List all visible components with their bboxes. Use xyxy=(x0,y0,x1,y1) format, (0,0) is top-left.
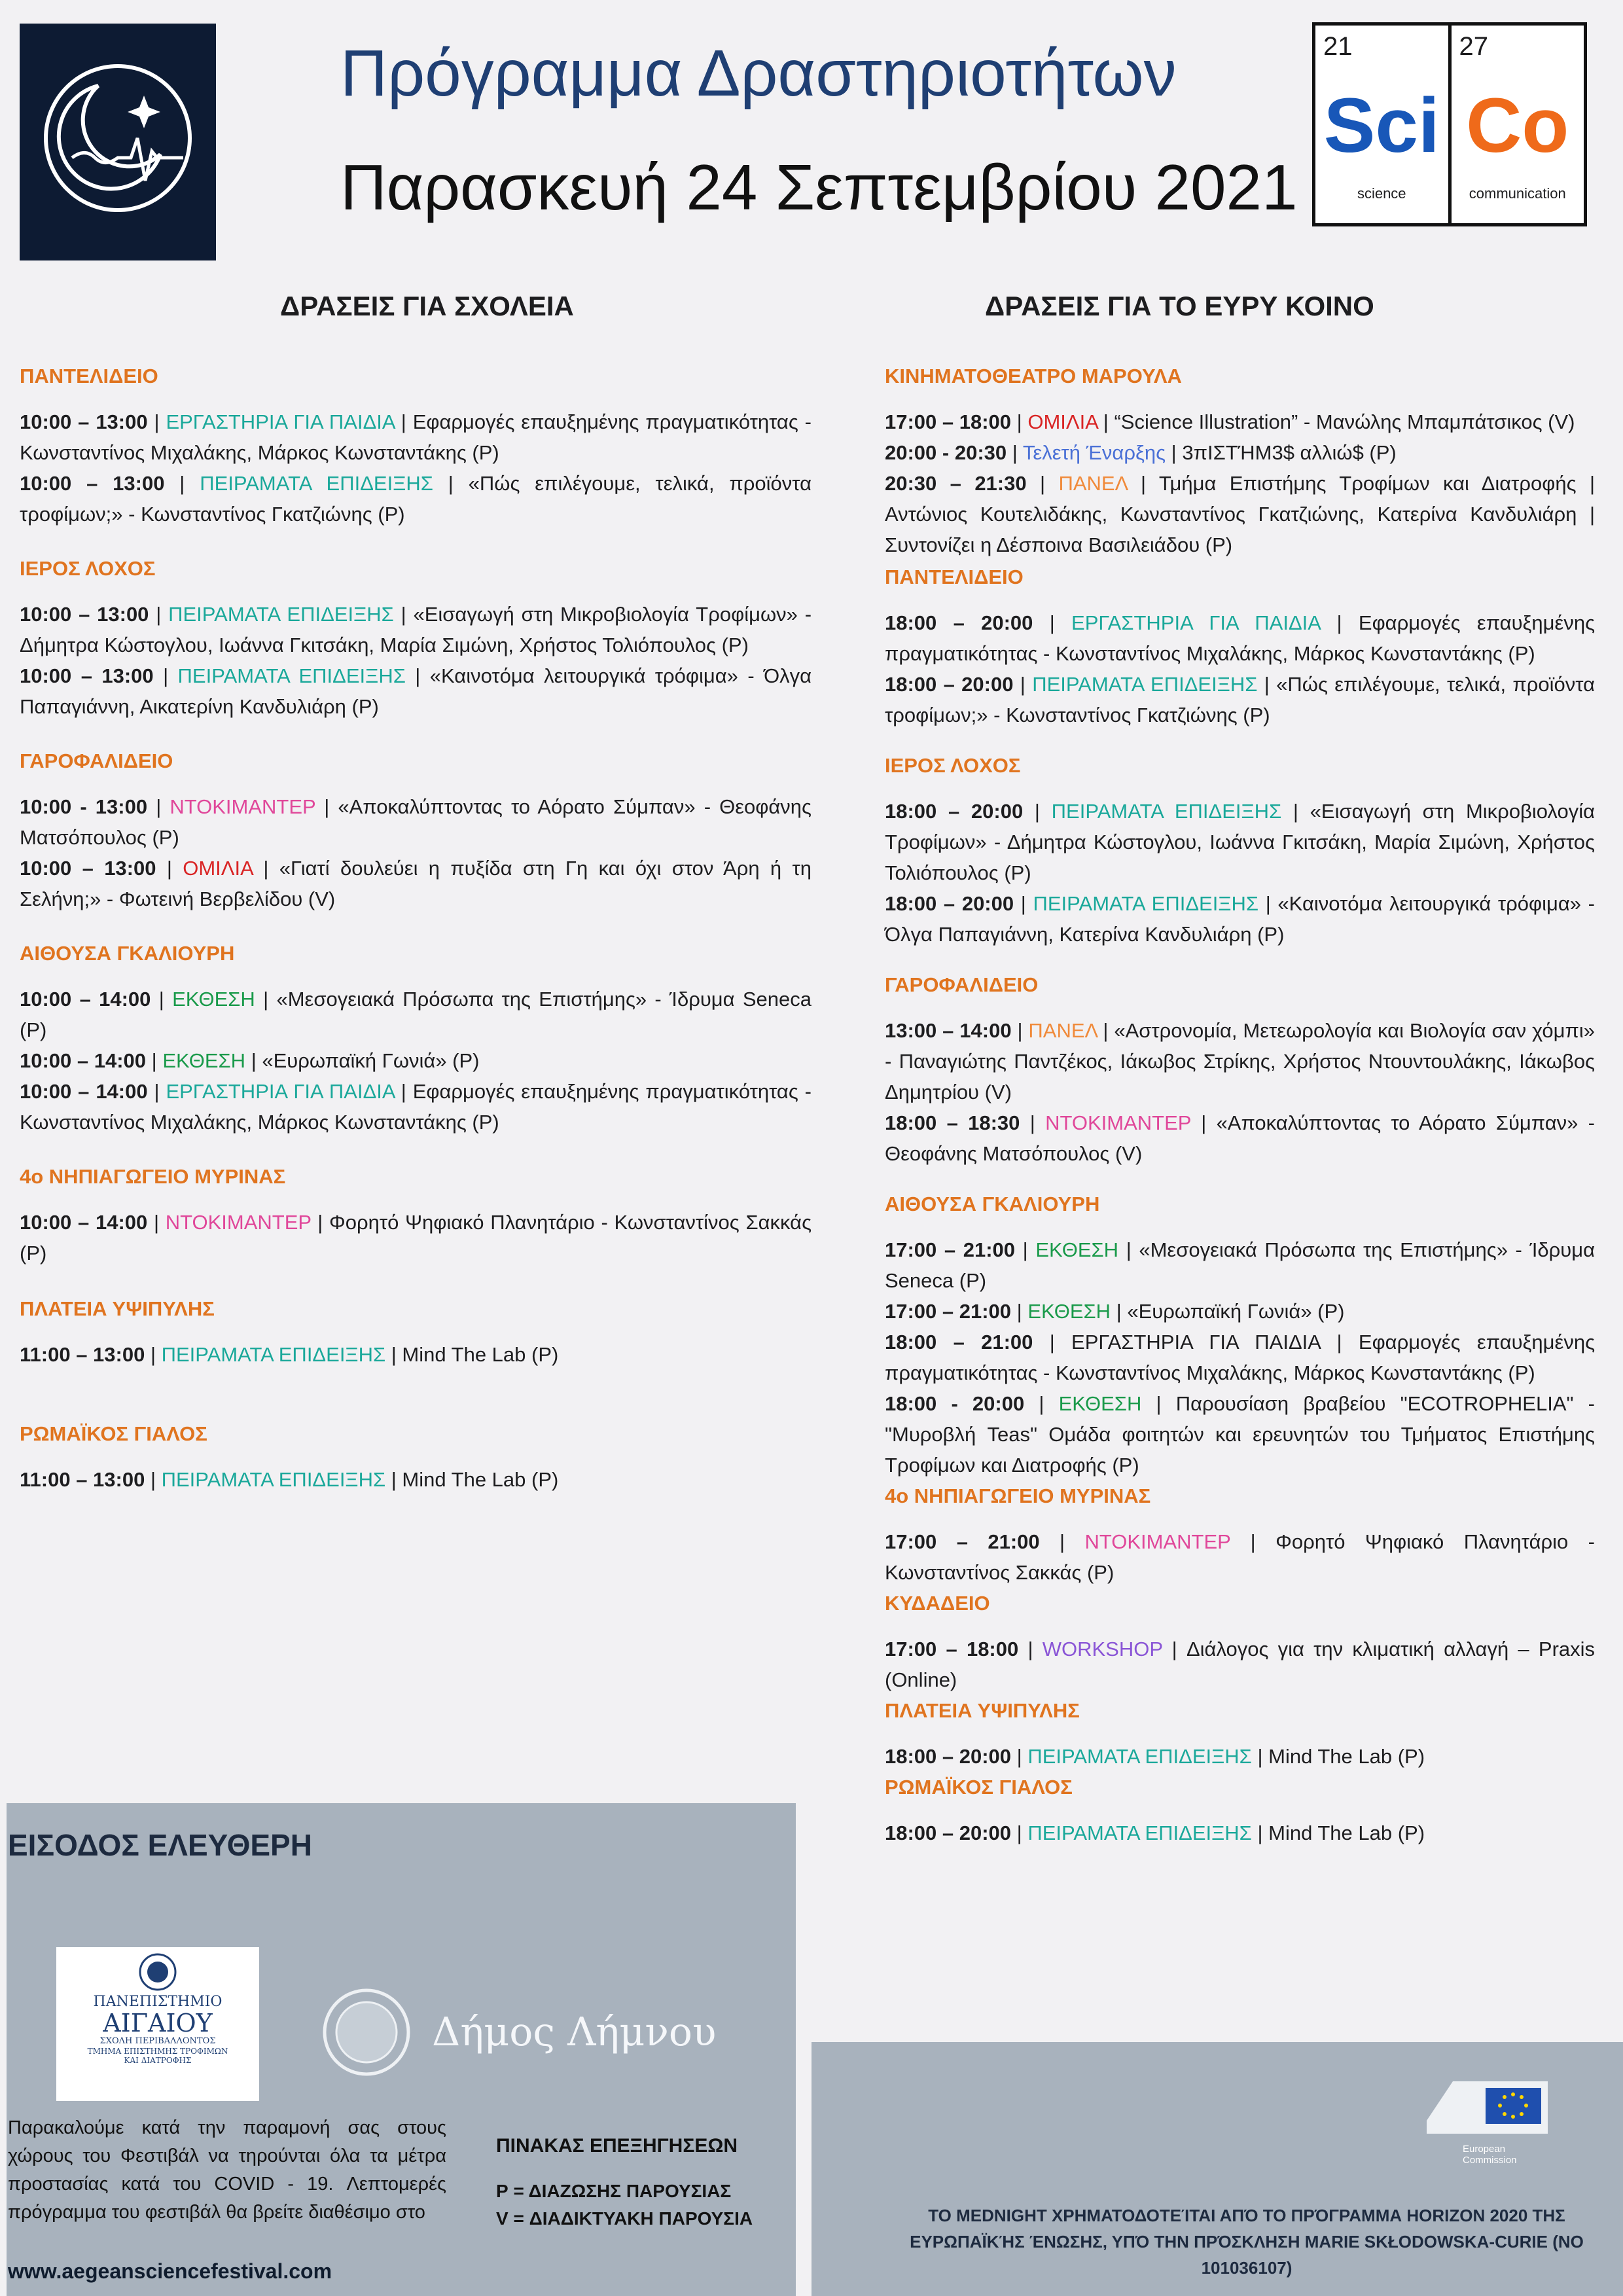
page-subtitle: Παρασκευή 24 Σεπτεμβρίου 2021 xyxy=(340,151,1298,223)
entry-description: «Πώς επιλέγουμε, τελικά, προϊόντα τροφίμων;» - Κωνσταντίνος Γκατζιώνης (Ρ) xyxy=(20,472,812,526)
element-label: communication xyxy=(1469,185,1566,202)
entry-time: 17:00 – 21:00 xyxy=(885,1300,1012,1323)
entry-description: Τμήμα Επιστήμης Τροφίμων και Διατροφής | Αντώνιος Κουτελιδάκης, Κωνσταντίνος Γκατζιώνης, Κατερίνα Κανδυλιάρη | Συντονίζει η Δέσποινα Βασιλειάδου (Ρ) xyxy=(885,472,1595,556)
scico-cell-co xyxy=(1452,26,1584,223)
venue-name: ΡΩΜΑΪΚΟΣ ΓΙΑΛΟΣ xyxy=(20,1422,207,1445)
venue-name: ΚΙΝΗΜΑΤΟΘΕΑΤΡΟ ΜΑΡΟΥΛΑ xyxy=(885,365,1182,387)
schedule-entry: 18:00 – 20:00 | ΠΕΙΡΑΜΑΤΑ ΕΠΙΔΕΙΞΗΣ | Mind The Lab (Ρ) xyxy=(885,1745,1425,1768)
schedule-entry: 17:00 – 21:00 | ΕΚΘΕΣΗ | «Ευρωπαϊκή Γωνιά» (Ρ) xyxy=(885,1300,1345,1323)
venue-block xyxy=(20,363,812,529)
entry-time: 10:00 – 14:00 xyxy=(20,988,151,1011)
entry-time: 18:00 – 18:30 xyxy=(885,1111,1020,1134)
entry-time: 10:00 – 14:00 xyxy=(20,1049,147,1072)
venue-name: ΓΑΡΟΦΑΛΙΔΕΙΟ xyxy=(20,749,173,772)
entry-description: Mind The Lab (Ρ) xyxy=(402,1343,559,1366)
entry-time: 13:00 – 14:00 xyxy=(885,1019,1012,1042)
entry-description: «Πώς επιλέγουμε, τελικά, προϊόντα τροφίμων;» - Κωνσταντίνος Γκατζιώνης (Ρ) xyxy=(885,673,1596,726)
venue-block xyxy=(885,564,1595,730)
logo-line: ΑΙΓΑΙΟΥ xyxy=(103,2009,213,2037)
entry-type: ΠΕΙΡΑΜΑΤΑ ΕΠΙΔΕΙΞΗΣ xyxy=(1051,800,1282,823)
entry-description: «Γιατί δουλεύει η πυξίδα στη Γη και όχι στον Άρη ή τη Σελήνη;» - Φωτεινή Βερβελίδου (V) xyxy=(20,857,812,910)
entry-description: Mind The Lab (Ρ) xyxy=(1268,1745,1425,1768)
venue-name: ΚΥΔΑΔΕΙΟ xyxy=(885,1592,990,1615)
venue-block xyxy=(885,1191,1595,1480)
schedule-entry: 11:00 – 13:00 | ΠΕΙΡΑΜΑΤΑ ΕΠΙΔΕΙΞΗΣ | Mind The Lab (Ρ) xyxy=(20,1343,559,1366)
entry-type: Τελετή Έναρξης xyxy=(1022,441,1166,464)
entry-description: Εφαρμογές επαυξημένης πραγματικότητας - Κωνσταντίνος Μιχαλάκης, Μάρκος Κωνσταντάκης (Ρ) xyxy=(885,611,1596,665)
schedule-entry: 20:00 - 20:30 | Τελετή Έναρξης | 3πΙΣΤΉΜ3$ αλλιώ$ (Ρ) xyxy=(885,441,1397,464)
entry-description: Εφαρμογές επαυξημένης πραγματικότητας - Κωνσταντίνος Μιχαλάκης, Μάρκος Κωνσταντάκης (Ρ) xyxy=(20,410,812,464)
venue-name: ΑΙΘΟΥΣΑ ΓΚΑΛΙΟΥΡΗ xyxy=(885,1193,1100,1215)
public-heading: ΔΡΑΣΕΙΣ ΓΙΑ ΤΟ ΕΥΡΥ ΚΟΙΝΟ xyxy=(985,291,1374,321)
entry-time: 10:00 – 14:00 xyxy=(20,1211,148,1234)
venue-block xyxy=(20,1296,812,1370)
schedule-entry: 17:00 – 21:00 | ΕΚΘΕΣΗ | «Μεσογειακά Πρόσωπα της Επιστήμης» - Ίδρυμα Seneca (Ρ) xyxy=(885,1238,1596,1292)
entry-time: 18:00 – 20:00 xyxy=(885,611,1033,634)
schedule-entry: 10:00 – 13:00 | ΠΕΙΡΑΜΑΤΑ ΕΠΙΔΕΙΞΗΣ | «Καινοτόμα λειτουργικά τρόφιμα» - Όλγα Παπαγιάννη, Αικατερίνη Κανδυλιάρη (Ρ) xyxy=(20,664,812,718)
venue-block xyxy=(885,363,1595,560)
entry-time: 10:00 - 13:00 xyxy=(20,795,148,818)
schedule-entry: 18:00 – 20:00 | ΕΡΓΑΣΤΗΡΙΑ ΓΙΑ ΠΑΙΔΙΑ | Εφαρμογές επαυξημένης πραγματικότητας - Κωνσταντίνος Μιχαλάκης, Μάρκος Κωνσταντάκης (Ρ) xyxy=(885,611,1596,665)
entry-description: Φορητό Ψηφιακό Πλανητάριο - Κωνσταντίνος Σακκάς (Ρ) xyxy=(20,1211,812,1265)
entry-type: ΝΤΟΚΙΜΑΝΤΕΡ xyxy=(1045,1111,1191,1134)
entry-description: Mind The Lab (Ρ) xyxy=(1268,1821,1425,1844)
schedule-entry: 18:00 – 18:30 | ΝΤΟΚΙΜΑΝΤΕΡ | «Αποκαλύπτοντας το Αόρατο Σύμπαν» - Θεοφάνης Ματσόπουλος (V) xyxy=(885,1111,1596,1165)
limnos-text: Δήμος Λήμνου xyxy=(432,2009,717,2055)
venue-block xyxy=(885,1774,1595,1848)
entry-description: «Αστρονομία, Μετεωρολογία και Βιολογία σαν χόμπι» - Παναγιώτης Παντζέκος, Ιάκωβος Στρίκης, Χρήστος Ντουντουλάκης, Ιάκωβος Δημητρίου (V) xyxy=(885,1019,1596,1103)
schedule-entry: 11:00 – 13:00 | ΠΕΙΡΑΜΑΤΑ ΕΠΙΔΕΙΞΗΣ | Mind The Lab (Ρ) xyxy=(20,1468,559,1491)
schedule-entry: 10:00 – 14:00 | ΕΚΘΕΣΗ | «Ευρωπαϊκή Γωνιά» (Ρ) xyxy=(20,1049,480,1072)
venue-name: 4ο ΝΗΠΙΑΓΩΓΕΙΟ ΜΥΡΙΝΑΣ xyxy=(885,1484,1151,1507)
entry-description: «Εισαγωγή στη Μικροβιολογία Τροφίμων» - Δήμητρα Κώστογλου, Ιωάννα Γκιτσάκη, Μαρία Σιμώνη, Χρήστος Τολιόπουλος (Ρ) xyxy=(885,800,1596,884)
entry-description: «Εισαγωγή στη Μικροβιολογία Τροφίμων» - Δήμητρα Κώστογλου, Ιωάννα Γκιτσάκη, Μαρία Σιμώνη, Χρήστος Τολιόπουλος (Ρ) xyxy=(20,603,812,656)
schedule-entry: 18:00 - 20:00 | ΕΚΘΕΣΗ | Παρουσίαση βραβείου "ECOTROPHELIA" - "Μυροβλή Teas" Ομάδα φοιτητών και ερευνητών του Τμήματος Επιστήμης Τροφίμων και Διατροφής (Ρ) xyxy=(885,1392,1595,1477)
schedule-entry: 18:00 – 20:00 | ΠΕΙΡΑΜΑΤΑ ΕΠΙΔΕΙΞΗΣ | «Πώς επιλέγουμε, τελικά, προϊόντα τροφίμων;» - Κωνσταντίνος Γκατζιώνης (Ρ) xyxy=(885,673,1596,726)
entry-description: 3πΙΣΤΉΜ3$ αλλιώ$ (Ρ) xyxy=(1182,441,1397,464)
entry-time: 17:00 – 18:00 xyxy=(885,410,1012,433)
entry-description: Διάλογος για την κλιματική αλλαγή – Praxis (Online) xyxy=(885,1638,1596,1691)
entry-type: ΟΜΙΛΙΑ xyxy=(183,857,253,880)
entry-description: «Καινοτόμα λειτουργικά τρόφιμα» - Όλγα Παπαγιάννη, Αικατερίνη Κανδυλιάρη (Ρ) xyxy=(20,664,812,718)
schedule-entry: 18:00 – 21:00 | ΕΡΓΑΣΤΗΡΙΑ ΓΙΑ ΠΑΙΔΙΑ | Εφαρμογές επαυξημένης πραγματικότητας - Κωνσταντίνος Μιχαλάκης, Μάρκος Κωνσταντάκης (Ρ) xyxy=(885,1331,1596,1384)
schedule-entry: 10:00 - 13:00 | ΝΤΟΚΙΜΑΝΤΕΡ | «Αποκαλύπτοντας το Αόρατο Σύμπαν» - Θεοφάνης Ματσόπουλος (Ρ) xyxy=(20,795,812,849)
entry-type: ΝΤΟΚΙΜΑΝΤΕΡ xyxy=(165,1211,312,1234)
entry-type: ΕΚΘΕΣΗ xyxy=(172,988,255,1011)
venue-block xyxy=(20,748,812,914)
european-commission-logo xyxy=(1423,2075,1551,2166)
venue-block xyxy=(885,1590,1595,1695)
entry-time: 17:00 – 21:00 xyxy=(885,1530,1040,1553)
university-aegean-logo xyxy=(56,1947,259,2101)
entry-description: «Μεσογειακά Πρόσωπα της Επιστήμης» - Ίδρυμα Seneca (Ρ) xyxy=(885,1238,1596,1292)
schedule-entry: 10:00 – 13:00 | ΠΕΙΡΑΜΑΤΑ ΕΠΙΔΕΙΞΗΣ | «Πώς επιλέγουμε, τελικά, προϊόντα τροφίμων;» - Κωνσταντίνος Γκατζιώνης (Ρ) xyxy=(20,472,812,526)
eu-logo-line: Commission xyxy=(1463,2155,1517,2166)
schedule-entry: 18:00 – 20:00 | ΠΕΙΡΑΜΑΤΑ ΕΠΙΔΕΙΞΗΣ | «Καινοτόμα λειτουργικά τρόφιμα» - Όλγα Παπαγιάννη, Κατερίνα Κανδυλιάρη (Ρ) xyxy=(885,892,1596,946)
legend-in-person: Ρ = ΔΙΑΖΩΣΗΣ ΠΑΡΟΥΣΙΑΣ xyxy=(496,2181,732,2201)
schedule-entry: 10:00 – 14:00 | ΕΚΘΕΣΗ | «Μεσογειακά Πρόσωπα της Επιστήμης» - Ίδρυμα Seneca (Ρ) xyxy=(20,988,812,1041)
logo-line: ΠΑΝΕΠΙΣΤΗΜΙΟ xyxy=(93,1994,223,2010)
entry-type: ΕΚΘΕΣΗ xyxy=(1027,1300,1111,1323)
eu-flag-icon xyxy=(1423,2075,1551,2140)
entry-type: ΠΕΙΡΑΜΑΤΑ ΕΠΙΔΕΙΞΗΣ xyxy=(161,1343,386,1366)
moon-star-icon xyxy=(20,24,216,260)
entry-description: Παρουσίαση βραβείου "ECOTROPHELIA" - "Μυροβλή Teas" Ομάδα φοιτητών και ερευνητών του Τμήματος Επιστήμης Τροφίμων και Διατροφής (Ρ) xyxy=(885,1392,1595,1477)
eu-logo-line: European xyxy=(1463,2144,1506,2155)
entry-time: 20:30 – 21:30 xyxy=(885,472,1027,495)
schedule-entry: 13:00 – 14:00 | ΠΑΝΕΛ | «Αστρονομία, Μετεωρολογία και Βιολογία σαν χόμπι» - Παναγιώτης Παντζέκος, Ιάκωβος Στρίκης, Χρήστος Ντουντουλάκης, Ιάκωβος Δημητρίου (V) xyxy=(885,1019,1596,1103)
schedule-entry: 18:00 – 20:00 | ΠΕΙΡΑΜΑΤΑ ΕΠΙΔΕΙΞΗΣ | «Εισαγωγή στη Μικροβιολογία Τροφίμων» - Δήμητρα Κώστογλου, Ιωάννα Γκιτσάκη, Μαρία Σιμώνη, Χρήστος Τολιόπουλος (Ρ) xyxy=(885,800,1596,884)
free-entry-label: ΕΙΣΟΔΟΣ ΕΛΕΥΘΕΡΗ xyxy=(8,1828,312,1862)
entry-time: 20:00 - 20:30 xyxy=(885,441,1007,464)
venue-name: ΙΕΡΟΣ ΛΟΧΟΣ xyxy=(20,557,156,580)
entry-description: «Ευρωπαϊκή Γωνιά» (Ρ) xyxy=(262,1049,480,1072)
logo-line: ΣΧΟΛΗ ΠΕΡΙΒΑΛΛΟΝΤΟΣ xyxy=(99,2036,216,2046)
covid-notice: Παρακαλούμε κατά την παραμονή σας στους χώρους του Φεστιβάλ να τηρούνται όλα τα μέτρα προστασίας κατά του COVID - 19. Λεπτομερές πρόγραμμα του φεστιβάλ θα βρείτε διαθέσιμο στο xyxy=(8,2117,446,2223)
entry-description: “Science Illustration” - Μανώλης Μπαμπάτσικος (V) xyxy=(1114,410,1575,433)
entry-time: 10:00 – 14:00 xyxy=(20,1080,148,1103)
venue-block xyxy=(885,753,1595,950)
schedule-entry: 17:00 – 21:00 | ΝΤΟΚΙΜΑΝΤΕΡ | Φορητό Ψηφιακό Πλανητάριο - Κωνσταντίνος Σακκάς (Ρ) xyxy=(885,1530,1595,1584)
venue-name: ΡΩΜΑΪΚΟΣ ΓΙΑΛΟΣ xyxy=(885,1776,1073,1799)
entry-time: 18:00 – 20:00 xyxy=(885,1821,1012,1844)
entry-type: ΠΕΙΡΑΜΑΤΑ ΕΠΙΔΕΙΞΗΣ xyxy=(1027,1821,1252,1844)
entry-time: 18:00 – 20:00 xyxy=(885,673,1014,696)
schedule-entry: 20:30 – 21:30 | ΠΑΝΕΛ | Τμήμα Επιστήμης Τροφίμων και Διατροφής | Αντώνιος Κουτελιδάκης, Κωνσταντίνος Γκατζιώνης, Κατερίνα Κανδυλιάρη | Συντονίζει η Δέσποινα Βασιλειάδου (Ρ) xyxy=(885,472,1595,556)
element-symbol: Sci xyxy=(1323,82,1440,169)
entry-description: Mind The Lab (Ρ) xyxy=(402,1468,559,1491)
venue-block xyxy=(885,1483,1595,1588)
entry-time: 18:00 – 20:00 xyxy=(885,1745,1012,1768)
schedule-entry: 17:00 – 18:00 | WORKSHOP | Διάλογος για την κλιματική αλλαγή – Praxis (Online) xyxy=(885,1638,1596,1691)
legend-title: ΠΙΝΑΚΑΣ ΕΠΕΞΗΓΗΣΕΩΝ xyxy=(496,2135,738,2157)
entry-time: 10:00 – 13:00 xyxy=(20,472,165,495)
entry-description: «Αποκαλύπτοντας το Αόρατο Σύμπαν» - Θεοφάνης Ματσόπουλος (Ρ) xyxy=(20,795,812,849)
schedule-entry: 10:00 – 13:00 | ΕΡΓΑΣΤΗΡΙΑ ΓΙΑ ΠΑΙΔΙΑ | Εφαρμογές επαυξημένης πραγματικότητας - Κωνσταντίνος Μιχαλάκης, Μάρκος Κωνσταντάκης (Ρ) xyxy=(20,410,812,464)
venue-name: ΑΙΘΟΥΣΑ ΓΚΑΛΙΟΥΡΗ xyxy=(20,942,235,965)
entry-time: 10:00 – 13:00 xyxy=(20,603,149,626)
entry-type: ΕΡΓΑΣΤΗΡΙΑ ΓΙΑ ΠΑΙΔΙΑ xyxy=(166,1080,395,1103)
entry-time: 10:00 – 13:00 xyxy=(20,857,156,880)
university-seal-icon xyxy=(138,1952,177,1992)
legend-online: V = ΔΙΑΔΙΚΤΥΑΚΗ ΠΑΡΟΥΣΙΑ xyxy=(496,2208,753,2229)
entry-type: ΝΤΟΚΙΜΑΝΤΕΡ xyxy=(1084,1530,1231,1553)
entry-time: 17:00 – 18:00 xyxy=(885,1638,1019,1660)
schedule-entry: 18:00 – 20:00 | ΠΕΙΡΑΜΑΤΑ ΕΠΙΔΕΙΞΗΣ | Mind The Lab (Ρ) xyxy=(885,1821,1425,1844)
entry-description: «Ευρωπαϊκή Γωνιά» (Ρ) xyxy=(1127,1300,1345,1323)
public-schedule xyxy=(885,363,1595,1848)
entry-type: ΠΕΙΡΑΜΑΤΑ ΕΠΙΔΕΙΞΗΣ xyxy=(1033,892,1259,915)
venue-block xyxy=(20,1421,812,1495)
entry-type: ΠΕΙΡΑΜΑΤΑ ΕΠΙΔΕΙΞΗΣ xyxy=(177,664,406,687)
entry-time: 11:00 – 13:00 xyxy=(20,1343,145,1366)
entry-type: ΠΕΙΡΑΜΑΤΑ ΕΠΙΔΕΙΞΗΣ xyxy=(1032,673,1258,696)
scico-cell-sci xyxy=(1315,26,1452,223)
venue-name: ΠΑΝΤΕΛΙΔΕΙΟ xyxy=(885,565,1024,588)
schedule-entry: 10:00 – 14:00 | ΝΤΟΚΙΜΑΝΤΕΡ | Φορητό Ψηφιακό Πλανητάριο - Κωνσταντίνος Σακκάς (Ρ) xyxy=(20,1211,812,1265)
festival-logo xyxy=(20,24,216,260)
entry-type: ΟΜΙΛΙΑ xyxy=(1027,410,1098,433)
venue-block xyxy=(885,972,1595,1169)
logo-line: ΚΑΙ ΔΙΑΤΡΟΦΗΣ xyxy=(124,2056,192,2065)
entry-type: ΕΡΓΑΣΤΗΡΙΑ ΓΙΑ ΠΑΙΔΙΑ xyxy=(1071,1331,1321,1354)
entry-time: 10:00 – 13:00 xyxy=(20,410,148,433)
entry-description: «Καινοτόμα λειτουργικά τρόφιμα» - Όλγα Παπαγιάννη, Κατερίνα Κανδυλιάρη (Ρ) xyxy=(885,892,1596,946)
element-number: 21 xyxy=(1323,32,1353,61)
entry-description: Φορητό Ψηφιακό Πλανητάριο - Κωνσταντίνος Σακκάς (Ρ) xyxy=(885,1530,1595,1584)
venue-block xyxy=(20,556,812,722)
venue-name: ΠΑΝΤΕΛΙΔΕΙΟ xyxy=(20,365,158,387)
entry-time: 18:00 – 21:00 xyxy=(885,1331,1033,1354)
entry-description: Εφαρμογές επαυξημένης πραγματικότητας - Κωνσταντίνος Μιχαλάκης, Μάρκος Κωνσταντάκης (Ρ) xyxy=(20,1080,812,1134)
entry-time: 18:00 – 20:00 xyxy=(885,892,1014,915)
funding-statement: ΤΟ MEDNIGHT ΧΡΗΜΑΤΟΔΟΤΕΊΤΑΙ ΑΠΌ ΤΟ ΠΡΌΓΡΑΜΜΑ HORIZON 2020 ΤΗΣ ΕΥΡΩΠΑΪΚΉΣ ΈΝΩΣΗΣ, ΥΠΌ ΤΗΝ ΠΡΌΣΚΛΗΣΗ MARIE SKŁODOWSKA-CURIE (NO 101036107) xyxy=(910,2206,1584,2278)
venue-name: ΠΛΑΤΕΙΑ ΥΨΙΠΥΛΗΣ xyxy=(20,1297,215,1320)
venue-block xyxy=(20,941,812,1138)
coin-icon xyxy=(321,1986,412,2078)
element-number: 27 xyxy=(1459,32,1488,61)
entry-type: ΠΑΝΕΛ xyxy=(1028,1019,1097,1042)
venue-name: ΠΛΑΤΕΙΑ ΥΨΙΠΥΛΗΣ xyxy=(885,1699,1080,1722)
entry-time: 11:00 – 13:00 xyxy=(20,1468,145,1491)
venue-name: 4ο ΝΗΠΙΑΓΩΓΕΙΟ ΜΥΡΙΝΑΣ xyxy=(20,1165,286,1188)
venue-name: ΙΕΡΟΣ ΛΟΧΟΣ xyxy=(885,754,1021,777)
entry-type: ΠΕΙΡΑΜΑΤΑ ΕΠΙΔΕΙΞΗΣ xyxy=(161,1468,386,1491)
limnos-municipality-logo xyxy=(321,1967,753,2098)
entry-type: ΕΚΘΕΣΗ xyxy=(1035,1238,1119,1261)
venue-name: ΓΑΡΟΦΑΛΙΔΕΙΟ xyxy=(885,973,1039,996)
entry-type: ΝΤΟΚΙΜΑΝΤΕΡ xyxy=(169,795,316,818)
schedule-entry: 10:00 – 14:00 | ΕΡΓΑΣΤΗΡΙΑ ΓΙΑ ΠΑΙΔΙΑ | Εφαρμογές επαυξημένης πραγματικότητας - Κωνσταντίνος Μιχαλάκης, Μάρκος Κωνσταντάκης (Ρ) xyxy=(20,1080,812,1134)
entry-type: ΕΚΘΕΣΗ xyxy=(162,1049,246,1072)
entry-type: ΕΡΓΑΣΤΗΡΙΑ ΓΙΑ ΠΑΙΔΙΑ xyxy=(166,410,395,433)
entry-description: «Μεσογειακά Πρόσωπα της Επιστήμης» - Ίδρυμα Seneca (Ρ) xyxy=(20,988,812,1041)
entry-description: Εφαρμογές επαυξημένης πραγματικότητας - Κωνσταντίνος Μιχαλάκης, Μάρκος Κωνσταντάκης (Ρ) xyxy=(885,1331,1596,1384)
schedule-entry: 10:00 – 13:00 | ΠΕΙΡΑΜΑΤΑ ΕΠΙΔΕΙΞΗΣ | «Εισαγωγή στη Μικροβιολογία Τροφίμων» - Δήμητρα Κώστογλου, Ιωάννα Γκιτσάκη, Μαρία Σιμώνη, Χρήστος Τολιόπουλος (Ρ) xyxy=(20,603,812,656)
entry-type: ΠΕΙΡΑΜΑΤΑ ΕΠΙΔΕΙΞΗΣ xyxy=(1027,1745,1252,1768)
page-title: Πρόγραμμα Δραστηριοτήτων xyxy=(340,37,1177,110)
entry-type: ΠΕΙΡΑΜΑΤΑ ΕΠΙΔΕΙΞΗΣ xyxy=(168,603,394,626)
entry-description: «Αποκαλύπτοντας το Αόρατο Σύμπαν» - Θεοφάνης Ματσόπουλος (V) xyxy=(885,1111,1596,1165)
schools-heading: ΔΡΑΣΕΙΣ ΓΙΑ ΣΧΟΛΕΙΑ xyxy=(280,291,574,321)
entry-type: ΕΡΓΑΣΤΗΡΙΑ ΓΙΑ ΠΑΙΔΙΑ xyxy=(1071,611,1321,634)
element-symbol: Co xyxy=(1466,82,1569,169)
entry-time: 17:00 – 21:00 xyxy=(885,1238,1016,1261)
entry-time: 18:00 – 20:00 xyxy=(885,800,1024,823)
entry-time: 18:00 - 20:00 xyxy=(885,1392,1025,1415)
entry-type: ΕΚΘΕΣΗ xyxy=(1058,1392,1142,1415)
schools-schedule xyxy=(20,363,812,1495)
entry-type: WORKSHOP xyxy=(1042,1638,1163,1660)
logo-line: ΤΜΗΜΑ ΕΠΙΣΤΗΜΗΣ ΤΡΟΦΙΜΩΝ xyxy=(87,2047,228,2056)
entry-type: ΠΕΙΡΑΜΑΤΑ ΕΠΙΔΕΙΞΗΣ xyxy=(200,472,433,495)
entry-time: 10:00 – 13:00 xyxy=(20,664,154,687)
scico-logo xyxy=(1312,22,1587,226)
element-label: science xyxy=(1357,185,1406,202)
entry-type: ΠΑΝΕΛ xyxy=(1058,472,1128,495)
venue-block xyxy=(885,1698,1595,1772)
venue-block xyxy=(20,1164,812,1268)
website-link[interactable]: www.aegeansciencefestival.com xyxy=(8,2259,332,2283)
schedule-entry: 10:00 – 13:00 | ΟΜΙΛΙΑ | «Γιατί δουλεύει η πυξίδα στη Γη και όχι στον Άρη ή τη Σελήνη;» - Φωτεινή Βερβελίδου (V) xyxy=(20,857,812,910)
schedule-entry: 17:00 – 18:00 | ΟΜΙΛΙΑ | “Science Illustration” - Μανώλης Μπαμπάτσικος (V) xyxy=(885,410,1575,433)
